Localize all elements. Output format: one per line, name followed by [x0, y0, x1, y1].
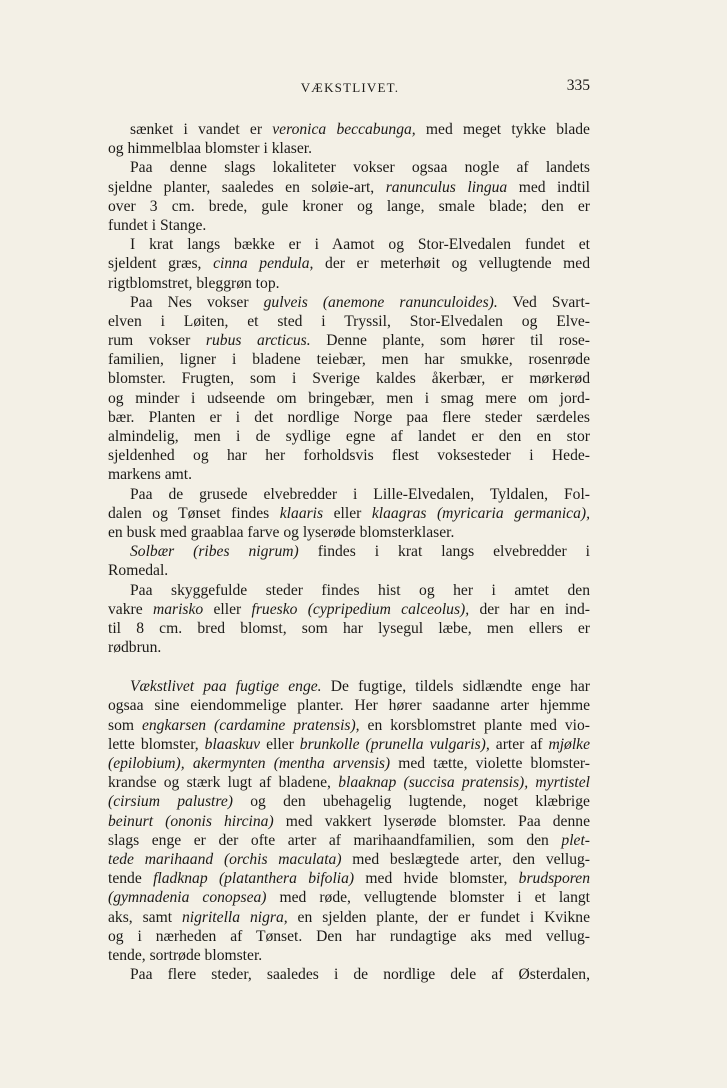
text-line [108, 812, 590, 831]
italic-term: (gymnadenia conopsea) [108, 889, 267, 907]
paragraph [108, 677, 590, 965]
text-run: dalen og Tønset findes [108, 504, 280, 522]
italic-term: gulveis (anemone ranunculoides). [263, 293, 498, 311]
text-run: med hvide blomster, [354, 870, 519, 888]
text-run: rum vokser [108, 332, 206, 350]
text-line [108, 600, 590, 619]
text-line [108, 446, 590, 465]
text-line [108, 735, 590, 754]
text-line [108, 350, 590, 369]
italic-term: brunkolle (prunella vulgaris), [299, 735, 490, 753]
text-line [108, 869, 590, 888]
text-run: Paa de grusede elvebredder i Lille-Elvedalen, Tyldalen, Fol- [130, 485, 590, 503]
text-line [108, 638, 590, 657]
text-run: med beslægtede arter, den vellug- [341, 850, 590, 868]
page-number: 335 [566, 77, 590, 94]
text-run: familien, ligner i bladene teiebær, men har smukke, rosenrøde [108, 351, 590, 369]
text-run: med tætte, violette blomster- [390, 755, 590, 772]
paragraph [108, 542, 590, 580]
italic-term: ranunculus lingua [385, 178, 508, 196]
text-run: sjeldenhed og har her forholdsvis flest voksesteder i Hede- [108, 447, 590, 465]
text-run: sjeldne planter, saaledes en soløie-art, [108, 178, 386, 196]
paragraph [108, 235, 590, 293]
text-line [108, 465, 590, 484]
text-line [108, 485, 590, 504]
italic-term: blaaskuv [204, 735, 261, 753]
italic-term: Solbær (ribes nigrum) [130, 543, 299, 561]
italic-term: engkarsen (cardamine pratensis), [141, 716, 360, 734]
paragraph [108, 120, 590, 158]
text-line [108, 369, 590, 388]
italic-term: brudsporen [518, 870, 590, 888]
text-line [108, 888, 590, 907]
text-run: markens amt. [108, 466, 193, 484]
text-run: og minder i udseende om bringebær, men i smag mere om jord- [108, 389, 590, 407]
text-run: Paa flere steder, saaledes i de nordlige dele af Østerdalen, [130, 966, 590, 984]
text-line [108, 254, 590, 273]
text-run: og himmelblaa blomster i klaser. [108, 140, 312, 158]
text-run: rødbrun. [108, 639, 162, 657]
paragraph [108, 581, 590, 658]
text-run: tende, sortrøde blomster. [108, 946, 263, 964]
italic-term: akermynten (mentha arvensis) [192, 755, 391, 772]
running-title: VÆKSTLIVET. [300, 80, 400, 95]
italic-term: marisko [152, 600, 204, 618]
text-line [108, 581, 590, 600]
text-line [108, 792, 590, 811]
text-run: blomster. Frugten, som i Sverige kaldes åkerbær, er mørkerød [108, 370, 590, 388]
italic-term: veronica beccabunga, [272, 121, 416, 138]
text-run: ogsaa sine eiendommelige planter. Her hører saadanne arter hjemme [108, 697, 590, 715]
text-line [108, 274, 590, 293]
text-run: med vakkert lyserøde blomster. Paa denne [273, 812, 590, 830]
text-run: slags enge er der ofte arter af marihaandfamilien, som den [108, 831, 562, 849]
text-run: en sjelden plante, der er fundet i Kvikne [287, 908, 590, 926]
italic-term: klaaris [279, 504, 324, 522]
italic-term: fruesko (cypripedium calceolus), [251, 600, 470, 618]
text-run: Paa Nes vokser [130, 293, 264, 311]
text-line [108, 312, 590, 331]
paragraph [108, 293, 590, 485]
italic-term: rubus arcticus. [205, 332, 311, 350]
text-run: sænket i vandet er [130, 121, 273, 138]
italic-term: nigritella nigra, [181, 908, 288, 926]
text-run: som [108, 716, 142, 734]
italic-term: Vækstlivet paa fugtige enge. [130, 678, 322, 696]
italic-term: fladknap (platanthera bifolia) [153, 870, 355, 888]
italic-term: plet- [561, 831, 590, 849]
text-run: med indtil [507, 178, 590, 196]
text-line [108, 754, 590, 773]
text-run: Paa skyggefulde steder findes hist og her i amtet den [130, 581, 590, 599]
text-line [108, 408, 590, 427]
text-run: tende [108, 870, 154, 888]
text-line [108, 523, 590, 542]
text-run: der har en ind- [469, 600, 591, 618]
text-line [108, 235, 590, 254]
text-line [108, 677, 590, 696]
text-run: rigtblomstret, bleggrøn top. [108, 274, 280, 292]
body-text [108, 120, 590, 984]
text-run: arter af [489, 735, 549, 753]
text-run: over 3 cm. brede, gule kroner og lange, smale blade; den er [108, 197, 590, 215]
text-run: eller [203, 600, 252, 618]
text-run: findes i krat langs elvebredder i [298, 543, 590, 561]
section-gap [108, 657, 590, 677]
text-run: Paa denne slags lokaliteter vokser ogsaa nogle af landets [130, 159, 590, 177]
text-run: I krat langs bække er i Aamot og Stor-Elvedalen fundet et [130, 236, 590, 254]
text-run: Denne plante, som hører til rose- [310, 332, 591, 350]
text-line [108, 389, 590, 408]
text-run: vakre [108, 600, 153, 618]
text-run: sjeldent græs, [108, 255, 214, 273]
text-line [108, 946, 590, 965]
text-line [108, 427, 590, 446]
text-line [108, 561, 590, 580]
text-line [108, 831, 590, 850]
italic-term: klaagras (myricaria germanica), [371, 504, 590, 522]
text-line [108, 293, 590, 312]
text-run: elven i Løiten, et sted i Tryssil, Stor-Elvedalen og Elve- [108, 312, 590, 330]
text-run: en korsblomstret plante med vio- [359, 716, 590, 734]
text-line [108, 120, 590, 139]
italic-term: (epilobium), [108, 755, 185, 772]
text-line [108, 850, 590, 869]
text-line [108, 178, 590, 197]
text-line [108, 927, 590, 946]
text-line [108, 139, 590, 158]
text-run: til 8 cm. bred blomst, som har lysegul læbe, men ellers er [108, 619, 590, 637]
text-line [108, 619, 590, 638]
text-run: Romedal. [108, 562, 169, 580]
italic-term: tede marihaand (orchis maculata) [108, 850, 342, 868]
text-run: fundet i Stange. [108, 216, 207, 234]
italic-term: cinna pendula, [213, 255, 314, 273]
paragraph [108, 485, 590, 543]
text-line [108, 773, 590, 792]
text-line [108, 216, 590, 235]
paragraph [108, 965, 590, 984]
text-run: eller [323, 504, 372, 522]
text-run: og i nærheden af Tønset. Den har rundagtige aks med vellug- [108, 927, 590, 945]
text-run: almindelig, men i de sydlige egne af landet er den en stor [108, 428, 590, 445]
text-line [108, 331, 590, 350]
text-run: aks, samt [108, 908, 182, 926]
text-run: lette blomster, [108, 735, 205, 753]
text-line [108, 716, 590, 735]
italic-term: mjølke [548, 735, 591, 753]
text-run [185, 755, 193, 772]
text-line [108, 965, 590, 984]
text-line [108, 696, 590, 715]
text-run: krandse og stærk lugt af bladene, [108, 774, 339, 792]
text-run: De fugtige, tildels sidlændte enge har [321, 678, 590, 696]
text-line [108, 197, 590, 216]
text-run: eller [260, 735, 300, 753]
text-run: en busk med graablaa farve og lyserøde blomsterklaser. [108, 523, 455, 541]
page-header [108, 77, 592, 102]
text-run: med meget tykke blade [415, 121, 590, 138]
text-line [108, 504, 590, 523]
text-run: og den ubehagelig lugtende, noget klæbrige [232, 793, 590, 811]
italic-term: (cirsium palustre) [108, 793, 233, 811]
text-line [108, 158, 590, 177]
text-line [108, 908, 590, 927]
italic-term: beinurt (ononis hircina) [108, 812, 274, 830]
text-run: der er meterhøit og vellugtende med [313, 255, 590, 273]
text-line [108, 542, 590, 561]
paragraph [108, 158, 590, 235]
text-run: Ved Svart- [497, 293, 590, 311]
italic-term: blaaknap (succisa pratensis), myrtistel [338, 774, 590, 792]
text-run: bær. Planten er i det nordlige Norge paa flere steder særdeles [108, 408, 590, 426]
text-run: med røde, vellugtende blomster i et langt [266, 889, 590, 907]
